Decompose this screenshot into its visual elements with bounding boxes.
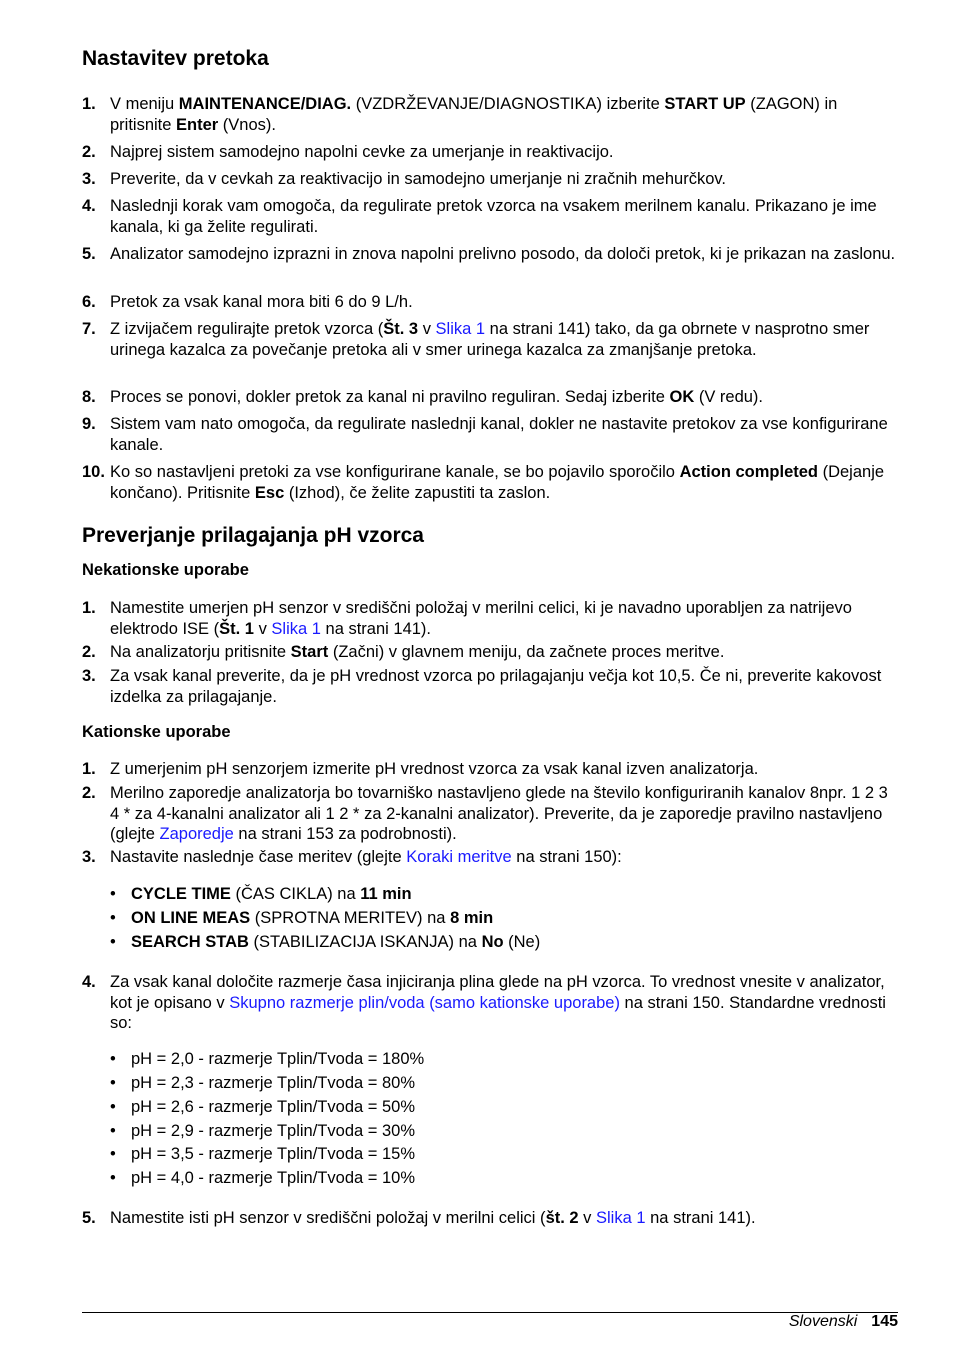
subsection-title-non-cationic: Nekationske uporabe [82,561,249,579]
list-item: 5. Namestite isti pH senzor v središčni položaj v merilni celici (št. 2 v Slika 1 na strani 141). [82,1209,756,1227]
bullet-item: • pH = 2,0 - razmerje Tplin/Tvoda = 180% [110,1050,425,1068]
list-item: 3. Nastavite naslednje čase meritev (glejte Koraki meritve na strani 150): [82,848,622,866]
subsection-title-cationic: Kationske uporabe [82,723,231,741]
link-koraki-meritve[interactable]: Koraki meritve [406,848,512,866]
list-item: 6. Pretok za vsak kanal mora biti 6 do 9 L/h. [82,293,413,311]
list-item: 2. Na analizatorju pritisnite Start (Začni) v glavnem meniju, da začnete proces meritve. [82,643,725,661]
bullet-item: • pH = 2,6 - razmerje Tplin/Tvoda = 50% [110,1098,415,1116]
footer-divider [82,1312,898,1313]
list-item: 8. Proces se ponovi, dokler pretok za kanal ni pravilno reguliran. Sedaj izberite OK (V redu). [82,388,764,406]
list-item: 4. Naslednji korak vam omogoča, da regulirate pretok vzorca na vsakem merilnem kanalu. Prikazano je ime kanala, ki ga želite regulirati. [82,197,877,236]
list-item: 1. Z umerjenim pH senzorjem izmerite pH vrednost vzorca za vsak kanal izven analizatorja. [82,760,759,778]
link-zaporedje[interactable]: Zaporedje [159,825,234,843]
list-item: 7. Z izvijačem regulirajte pretok vzorca (Št. 3 v Slika 1 na strani 141) tako, da ga obrnete v nasprotno smer urinega kazalca za povečanje pretoka ali v smer urinega kazalca za zmanjšanje pretoka. [82,320,870,359]
list-item: 3. Za vsak kanal preverite, da je pH vrednost vzorca po prilagajanju večja kot 10,5. Če ni, preverite kakovost izdelka za prilagajanje. [82,667,882,706]
bullet-item: • pH = 2,9 - razmerje Tplin/Tvoda = 30% [110,1122,415,1140]
page-footer [789,1313,898,1331]
list-item: 4. Za vsak kanal določite razmerje časa injiciranja plina glede na pH vzorca. To vrednost vnesite v analizator, kot je opisano v Skupno razmerje plin/voda (samo kationske uporabe) na strani 150. Standardne vrednosti so: [82,973,886,1032]
list-item: 2. Najprej sistem samodejno napolni cevke za umerjanje in reaktivacijo. [82,143,614,161]
list-item: 5. Analizator samodejno izprazni in znova napolni prelivno posodo, da določi pretok, ki je prikazan na zaslonu. [82,245,896,263]
link-slika-1[interactable]: Slika 1 [596,1209,646,1227]
page-number: 145 [871,1313,898,1330]
bullet-item: • SEARCH STAB (STABILIZACIJA ISKANJA) na No (Ne) [110,933,541,951]
list-item: 3. Preverite, da v cevkah za reaktivacijo in samodejno umerjanje ni zračnih mehurčkov. [82,170,726,188]
section-title-flow: Nastavitev pretoka [82,47,269,70]
link-gas-water-ratio[interactable]: Skupno razmerje plin/voda (samo kationske uporabe) [229,993,620,1012]
bullet-item: • ON LINE MEAS (SPROTNA MERITEV) na 8 min [110,909,494,927]
list-item: 10. Ko so nastavljeni pretoki za vse konfigurirane kanale, se bo pojavilo sporočilo Action completed (Dejanje končano). Pritisnite Esc (Izhod), če želite zapustiti ta zaslon. [82,463,885,502]
list-item: 1. V meniju MAINTENANCE/DIAG. (VZDRŽEVANJE/DIAGNOSTIKA) izberite START UP (ZAGON) in pritisnite Enter (Vnos). [82,95,838,134]
bullet-item: • CYCLE TIME (ČAS CIKLA) na 11 min [110,885,412,903]
link-slika-1[interactable]: Slika 1 [271,619,321,638]
list-item: 1. Namestite umerjen pH senzor v središčni položaj v merilni celici, ki je navadno uporabljen za natrijevo elektrodo ISE (Št. 1 v Slika 1 na strani 141). [82,599,852,638]
bullet-item: • pH = 4,0 - razmerje Tplin/Tvoda = 10% [110,1169,415,1187]
section-title-ph-check: Preverjanje prilagajanja pH vzorca [82,524,424,547]
list-item: 9. Sistem vam nato omogoča, da regulirate naslednji kanal, dokler ne nastavite pretokov za vse konfigurirane kanale. [82,415,888,454]
bullet-item: • pH = 3,5 - razmerje Tplin/Tvoda = 15% [110,1145,415,1163]
footer-language: Slovenski [788,1313,858,1330]
link-slika-1[interactable]: Slika 1 [435,320,486,338]
list-item: 2. Merilno zaporedje analizatorja bo tovarniško nastavljeno glede na število konfiguriranih kanalov 8npr. 1 2 3 4 * za 4-kanalni analizator ali 1 2 * za 2-kanalni analizator). Preverite, da je zaporedje pravilno nastavljeno (glejte Zaporedje na strani 153 za podrobnosti). [82,784,888,843]
bullet-item: • pH = 2,3 - razmerje Tplin/Tvoda = 80% [110,1074,415,1092]
